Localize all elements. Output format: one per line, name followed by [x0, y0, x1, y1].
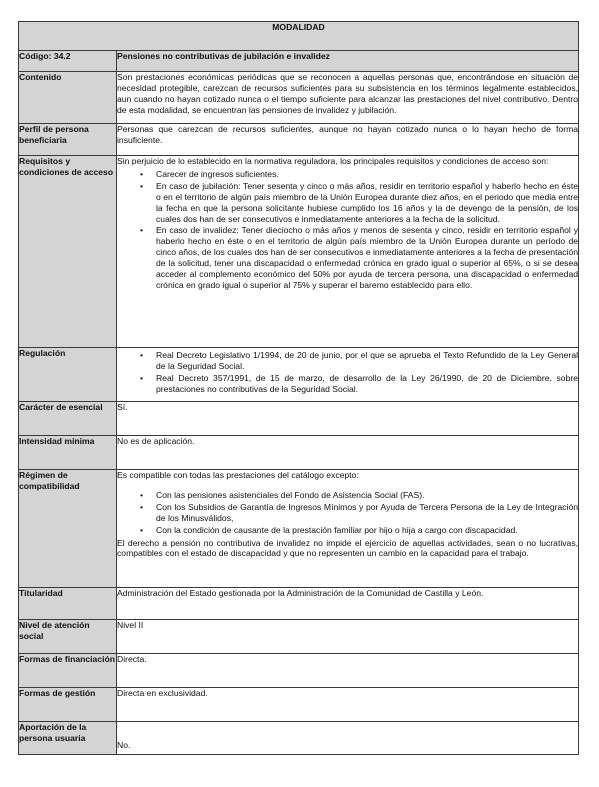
label-titularidad: Titularidad [19, 588, 117, 620]
row-titularidad [19, 588, 579, 620]
label-caracter: Carácter de esencial [19, 402, 117, 436]
label-perfil: Perfil de persona beneficiaria [19, 124, 117, 156]
label-contenido: Contenido [19, 72, 117, 124]
value-requisitos [117, 156, 579, 348]
regimen-closing: El derecho a pensión no contributiva de invalidez no impide el ejercicio de aquellas actividades, sean o no lucrativas, compatibles con el estado de discapacidad y que no representen un cambio en la capacidad para el trabajo. [117, 537, 579, 559]
modality-name: Pensiones no contributivas de jubilación e invalidez [117, 51, 579, 72]
list-item: • Real Decreto Legislativo 1/1994, de 20 de junio, por el que se aprueba el Texto Refundido de la Ley General de la Seguridad Social. [156, 350, 578, 372]
value-contenido: Son prestaciones económicas periódicas que se reconocen a aquellas personas que, encontrándose en situación de necesidad protegible, carezcan de recursos suficientes para su subsistencia en los términos legalmente establecidos, aun cuando no hayan cotizado nunca o el tiempo suficiente para alcanzar las prestaciones del nivel contributivo. Dentro de esta modalidad, se encuentran las pensiones de invalidez y jubilación. [117, 72, 579, 124]
row-aportacion [19, 722, 579, 755]
list-item: • Carecer de ingresos suficientes. [156, 169, 578, 180]
row-intensidad [19, 436, 579, 470]
header-row [19, 22, 579, 51]
label-financiacion: Formas de financiación [19, 654, 117, 688]
row-caracter [19, 402, 579, 436]
label-regulacion: Regulación [19, 348, 117, 402]
value-titularidad: Administración del Estado gestionada por la Administración de la Comunidad de Castilla y León. [117, 588, 579, 620]
value-intensidad: No es de aplicación. [117, 436, 579, 470]
requisitos-intro: Sin perjuicio de lo establecido en la normativa reguladora, los principales requisitos y condiciones de acceso son: [117, 156, 549, 166]
label-regimen: Régimen de compatibilidad [19, 470, 117, 588]
list-item: • Real Decreto 357/1991, de 15 de marzo, de desarrollo de la Ley 26/1990, de 20 de Diciembre, sobre prestaciones no contributivas de la Seguridad Social. [156, 373, 578, 395]
row-financiacion [19, 654, 579, 688]
list-item: • En caso de jubilación: Tener sesenta y cinco o más años, residir en territorio español y haberlo hecho en éste o en el territorio de algún país miembro de la Unión Europea durante diez años, en el periodo que media entre la fecha en que la persona solicitante hubiese cumplido los 16 años y la de devengo de la pensión, de los cuales dos han de ser consecutivos e inmediatamente anteriores a la fecha de la solicitud. [156, 181, 578, 225]
row-nivel [19, 620, 579, 654]
code-label: Código: 34.2 [19, 51, 117, 72]
value-caracter: Sí. [117, 402, 579, 436]
table-title: MODALIDAD [19, 22, 579, 51]
row-regimen [19, 470, 579, 588]
value-regimen [117, 470, 579, 588]
regimen-intro: Es compatible con todas las prestaciones del catálogo excepto: [117, 470, 359, 480]
row-perfil [19, 124, 579, 156]
modalidad-table [18, 21, 579, 755]
list-item: • Con las pensiones asistenciales del Fondo de Asistencia Social (FAS). [156, 490, 578, 501]
code-row [19, 51, 579, 72]
label-gestion: Formas de gestión [19, 688, 117, 722]
value-gestion: Directa en exclusividad. [117, 688, 579, 722]
list-item: • Con los Subsidios de Garantía de Ingresos Mínimos y por Ayuda de Tercera Persona de la Ley de Integración de los Minusválidos, [156, 502, 578, 524]
value-regulacion [117, 348, 579, 402]
list-item: • Con la condición de causante de la prestación familiar por hijo o hija a cargo con discapacidad. [156, 525, 578, 536]
value-perfil: Personas que carezcan de recursos suficientes, aunque no hayan cotizado nunca o lo hayan hecho de forma insuficiente. [117, 124, 579, 156]
list-item: • En caso de invalidez: Tener dieciocho o más años y menos de sesenta y cinco, residir en territorio español y haberlo hecho en éste o en el territorio de algún país miembro de la Unión Europea durante un período de cinco años, de los cuales dos han de ser consecutivos e inmediatamente anteriores a la fecha de presentación de la solicitud, tener una discapacidad o enfermedad crónica en grado igual o superior al 65%, o si se desea acceder al complemento económico del 50% por ayuda de tercera persona, una discapacidad o enfermedad crónica en grado igual o superior al 75% y superar el baremo establecido para ello. [156, 225, 578, 290]
value-financiacion: Directa. [117, 654, 579, 688]
label-nivel: Nivel de atención social [19, 620, 117, 654]
row-contenido [19, 72, 579, 124]
regimen-list [117, 490, 578, 536]
regulacion-list [117, 350, 578, 395]
requisitos-list [117, 169, 578, 291]
value-nivel: Nivel II [117, 620, 579, 654]
row-regulacion [19, 348, 579, 402]
row-requisitos [19, 156, 579, 348]
value-aportacion: No. [117, 722, 579, 755]
label-requisitos: Requisitos y condiciones de acceso [19, 156, 117, 348]
label-aportacion: Aportación de la persona usuaria [19, 722, 117, 755]
row-gestion [19, 688, 579, 722]
label-intensidad: Intensidad mínima [19, 436, 117, 470]
